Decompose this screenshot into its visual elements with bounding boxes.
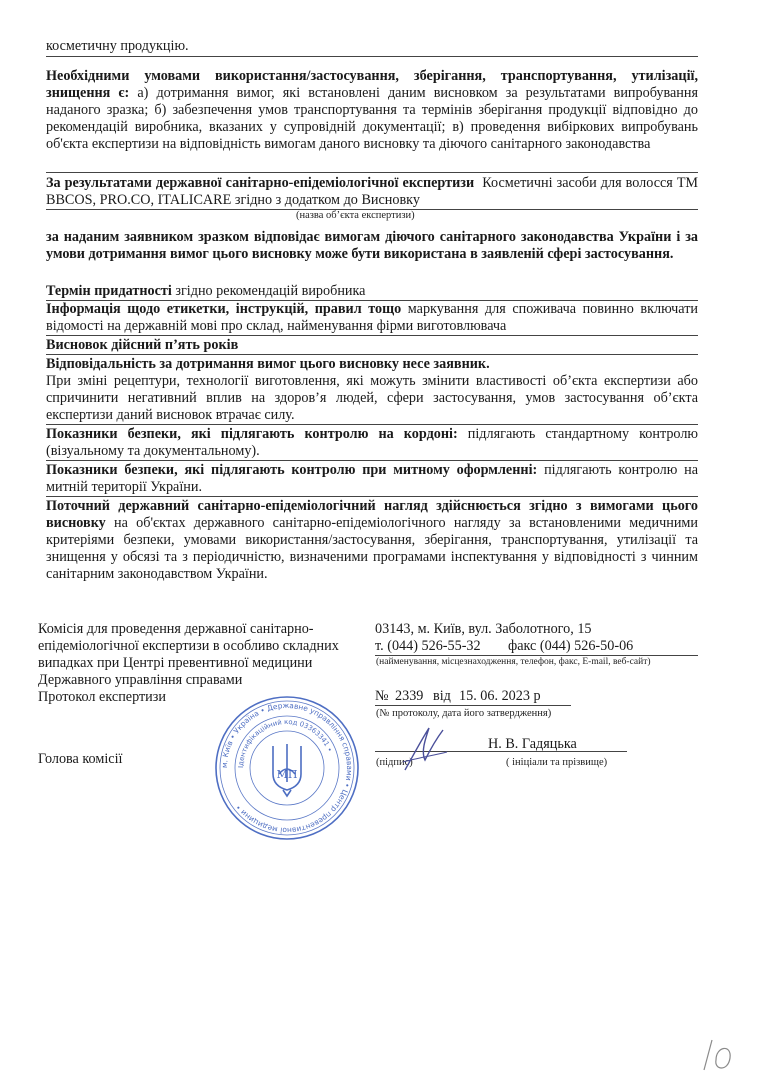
official-stamp: [213, 694, 361, 842]
validity-row: [46, 337, 698, 355]
contact-address: 03143, м. Київ, вул. Заболотного, 15: [375, 621, 592, 637]
protocol-caption: (№ протоколу, дата його затвердження): [376, 708, 552, 719]
contact-phones-row: [375, 638, 698, 656]
responsibility-text: При зміні рецептури, технології виготовлення, які можуть змінити властивості об’єкта експертизи або спричинити негативний вплив на здоров’я людей, сфери застосування, умов застосування об’єкта експертизи даний висновок втрачає силу.: [46, 373, 698, 423]
labeling-section: [46, 301, 698, 336]
responsibility-section: [46, 356, 698, 425]
stamp-center-text: МП: [276, 768, 298, 781]
conditions-label: Необхідними умовами використання/застосування, зберігання, транспортування, утилізації, знищення є:: [46, 68, 698, 101]
border-control-section: [46, 426, 698, 461]
supervision-section: [46, 498, 698, 588]
head-label: Голова комісії: [38, 751, 123, 767]
contact-fax: факс (044) 526-50-06: [508, 638, 634, 654]
supervision-text: на об'єктах державного санітарно-епідеміологічного нагляду за встановленими медичними критеріями безпеки, умовами використання/застосування, зберігання, транспортування, утилізації та знищення у обсязі та з періодичністю, визначеними програмами інспектування у відповідності з чинним санітарним законодавством України.: [46, 515, 699, 582]
intro-tail-row: [46, 38, 698, 57]
commission-line: випадках при Центрі превентивної медицини: [38, 655, 313, 671]
handwritten-page-mark: [698, 1032, 738, 1074]
stamp-outer-text: м. Київ • Україна • Державне управління справами • Центр превентивної медицини •: [219, 700, 355, 836]
intro-tail: косметичну продукцію.: [46, 38, 189, 54]
protocol-number: 2339: [395, 688, 424, 704]
commission-line: Державного управління справами: [38, 672, 243, 688]
results-label: За результатами державної санітарно-епідеміологічної експертизи: [46, 175, 475, 191]
customs-label: Показники безпеки, які підлягають контролю при митному оформленні:: [46, 462, 538, 478]
compliance-statement: за наданим заявником зразком відповідає вимогам діючого санітарного законодавства України і за умови дотримання вимог цього висновку може бути використана в заявленій сфері застосування.: [46, 229, 698, 262]
commission-line: Комісія для проведення державної санітарно-: [38, 621, 314, 637]
contacts-caption: (найменування, місцезнаходження, телефон, факс, E-mail, веб-сайт): [376, 657, 651, 667]
responsibility-label: Відповідальність за дотримання вимог цього висновку несе заявник.: [46, 356, 490, 372]
customs-text: підлягають контролю на митній території України.: [46, 462, 699, 495]
labeling-label: Інформація щодо етикетки, інструкцій, правил тощо: [46, 301, 402, 317]
stamp-inner-text: Ідентифікаційний код 03363341 •: [236, 717, 334, 769]
supervision-label: Поточний державний санітарно-епідеміологічний нагляд здійснюється згідно з вимогами цього висновку: [46, 498, 698, 531]
labeling-text: маркування для споживача повинно включати відомості на державній мові про склад, найменування фірми виготовлювача: [46, 301, 698, 334]
contact-phone: т. (044) 526-55-32: [375, 638, 481, 654]
name-caption: ( ініціали та прізвище): [506, 757, 608, 768]
conditions-text: а) дотримання вимог, які встановлені даним висновком за результатами випробування наданого зразка; б) забезпечення умов транспортування та термінів зберігання продукції відповідно до рекомендацій виробника, вказаних у супровідній документації; в) проведення вибіркових випробувань об'єкта експертизи на відповідність вимогам даного висновку та діючого санітарного законодавства: [46, 85, 699, 152]
conditions-section: [46, 68, 698, 173]
results-section: [46, 175, 698, 210]
commission-line: епідеміологічної експертизи в особливо складних: [38, 638, 339, 654]
handwritten-signature: [395, 722, 455, 772]
shelf-life-text: згідно рекомендацій виробника: [175, 283, 366, 299]
protocol-date: 15. 06. 2023 р: [459, 688, 541, 704]
signatory-name: Н. В. Гадяцька: [488, 736, 577, 752]
protocol-date-word: від: [433, 688, 451, 704]
results-object: Косметичні засоби для волосся ТМ BBCOS, PRO.CO, ITALICARE згідно з додатком до Висновку: [46, 175, 698, 208]
svg-text:Ідентифікаційний код 03363341: [237, 718, 334, 768]
customs-section: [46, 462, 698, 497]
shelf-life-row: [46, 283, 698, 301]
results-caption: (назва об’єкта експертизи): [296, 210, 415, 221]
sign-caption: (підпис): [376, 757, 413, 768]
protocol-row: [375, 688, 571, 706]
shelf-life-label: Термін придатності: [46, 283, 172, 299]
validity-text: Висновок дійсний п’ять років: [46, 337, 239, 353]
border-control-text: підлягають стандартному контролю (візуальному та документальному).: [46, 426, 699, 459]
protocol-number-sign: №: [375, 688, 389, 704]
protocol-label: Протокол експертизи: [38, 689, 166, 705]
border-control-label: Показники безпеки, які підлягають контролю на кордоні:: [46, 426, 458, 442]
